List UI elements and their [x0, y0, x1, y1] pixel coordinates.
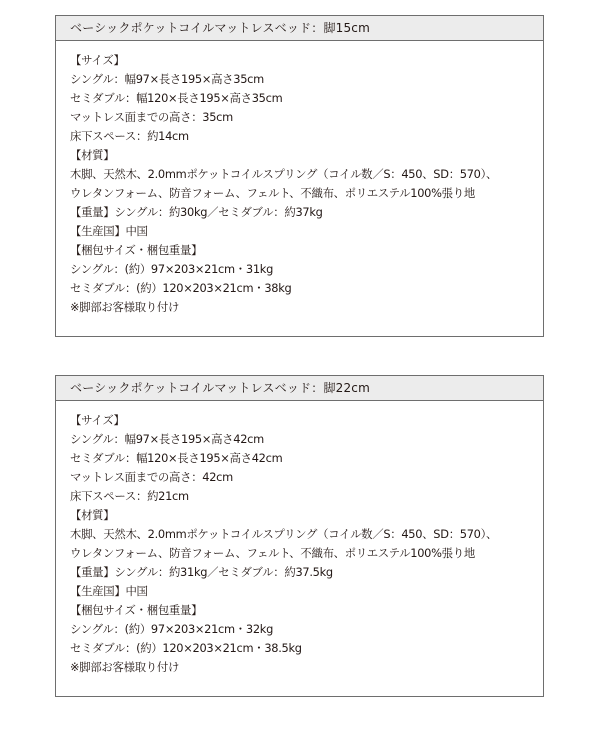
semi-double-size: セミダブル：幅120×長さ195×高さ42cm — [70, 451, 283, 465]
package-semi-double: セミダブル：(約）120×203×21cm・38kg — [70, 281, 292, 295]
material-line-2: ウレタンフォーム、防音フォーム、フェルト、不織布、ポリエステル100%張り地 — [70, 186, 475, 200]
package-heading: 【梱包サイズ・梱包重量】 — [70, 603, 203, 617]
assembly-note: ※脚部お客様取り付け — [70, 660, 180, 674]
semi-double-size: セミダブル：幅120×長さ195×高さ35cm — [70, 91, 283, 105]
under-bed-space: 床下スペース：約21cm — [70, 489, 189, 503]
mattress-height: マットレス面までの高さ：42cm — [70, 470, 233, 484]
spec-box-body — [56, 41, 543, 317]
origin-line: 【生産国】中国 — [70, 584, 148, 598]
size-heading: 【サイズ】 — [70, 413, 125, 427]
single-size: シングル：幅97×長さ195×高さ35cm — [70, 72, 264, 86]
weight-line: 【重量】シングル：約30kg／セミダブル：約37kg — [70, 205, 323, 219]
weight-line: 【重量】シングル：約31kg／セミダブル：約37.5kg — [70, 565, 333, 579]
single-size: シングル：幅97×長さ195×高さ42cm — [70, 432, 264, 446]
spec-box-title: ベーシックポケットコイルマットレスベッド：脚22cm — [56, 376, 543, 401]
size-heading: 【サイズ】 — [70, 53, 125, 67]
origin-line: 【生産国】中国 — [70, 224, 148, 238]
material-line-1: 木脚、天然木、2.0mmポケットコイルスプリング（コイル数／S：450、SD：570）、 — [70, 527, 498, 541]
spec-box-title: ベーシックポケットコイルマットレスベッド：脚15cm — [56, 16, 543, 41]
package-heading: 【梱包サイズ・梱包重量】 — [70, 243, 203, 257]
spec-box-leg-22cm — [55, 375, 544, 697]
material-line-2: ウレタンフォーム、防音フォーム、フェルト、不織布、ポリエステル100%張り地 — [70, 546, 475, 560]
assembly-note: ※脚部お客様取り付け — [70, 300, 180, 314]
package-single: シングル：(約）97×203×21cm・31kg — [70, 262, 274, 276]
spec-box-leg-15cm — [55, 15, 544, 337]
under-bed-space: 床下スペース：約14cm — [70, 129, 189, 143]
package-single: シングル：(約）97×203×21cm・32kg — [70, 622, 274, 636]
spec-box-body — [56, 401, 543, 677]
material-heading: 【材質】 — [70, 148, 115, 162]
material-line-1: 木脚、天然木、2.0mmポケットコイルスプリング（コイル数／S：450、SD：570）、 — [70, 167, 498, 181]
package-semi-double: セミダブル：(約）120×203×21cm・38.5kg — [70, 641, 302, 655]
material-heading: 【材質】 — [70, 508, 115, 522]
mattress-height: マットレス面までの高さ：35cm — [70, 110, 233, 124]
